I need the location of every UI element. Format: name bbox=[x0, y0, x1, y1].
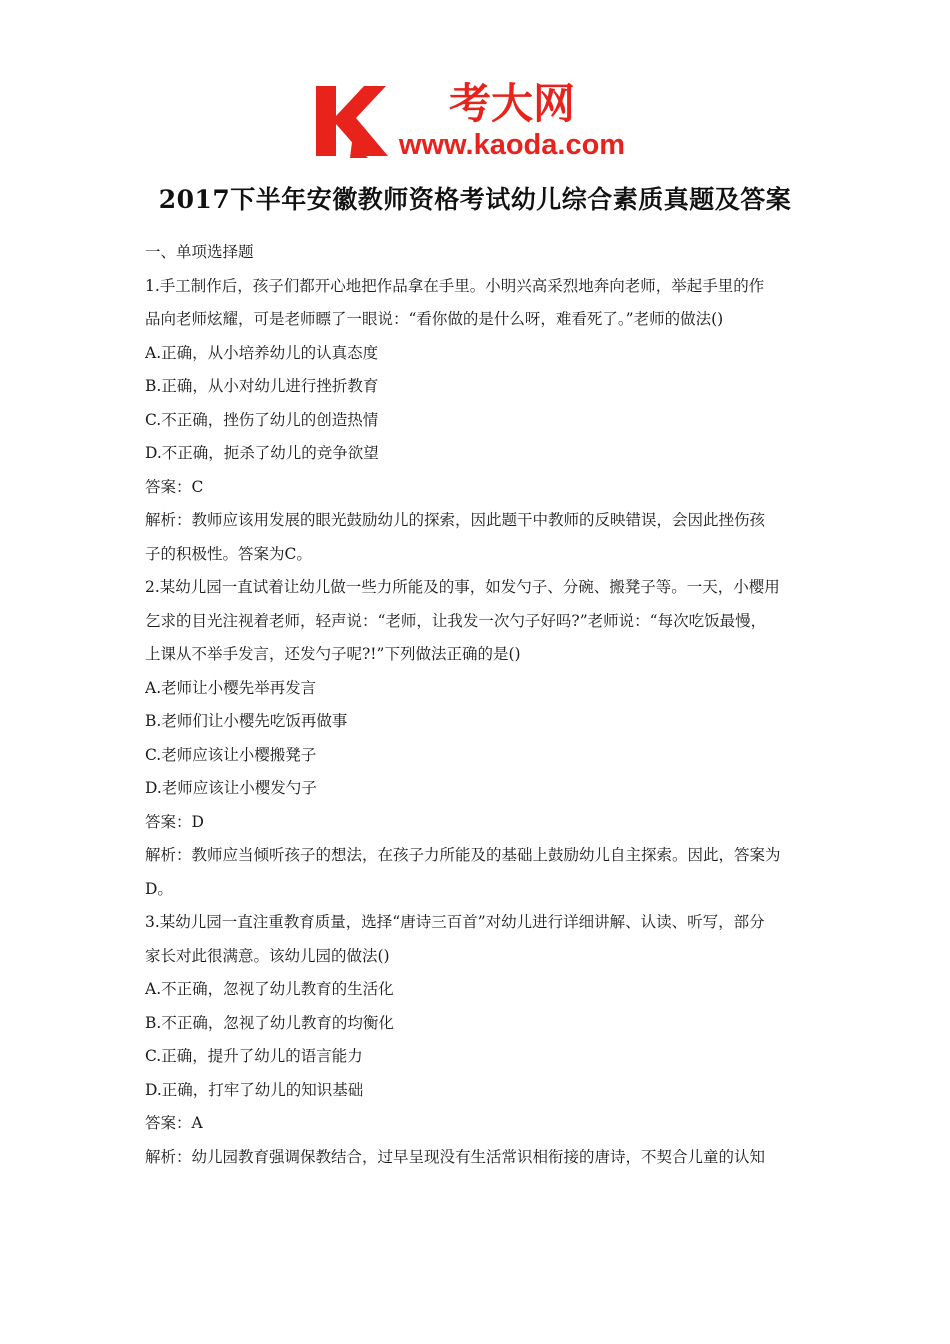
text-line: 上课从不举手发言，还发勺子呢?!”下列做法正确的是() bbox=[145, 645, 521, 663]
document-body bbox=[145, 236, 810, 1174]
text-line: A.正确，从小培养幼儿的认真态度 bbox=[145, 343, 379, 362]
text-line: 3.某幼儿园一直注重教育质量，选择“唐诗三百首”对幼儿进行详细讲解、认读、听写，部分 bbox=[145, 913, 765, 931]
logo-cn-text: 考大网 bbox=[448, 80, 576, 127]
site-logo[interactable] bbox=[312, 78, 642, 162]
text-line: 子的积极性。答案为C。 bbox=[145, 544, 312, 563]
text-line: B.不正确，忽视了幼儿教育的均衡化 bbox=[145, 1013, 394, 1032]
text-line: 答案：A bbox=[145, 1114, 203, 1132]
question-lines bbox=[145, 270, 810, 1175]
text-line: 答案：C bbox=[145, 477, 204, 496]
text-line: A.不正确，忽视了幼儿教育的生活化 bbox=[145, 980, 394, 998]
text-line: 解析：教师应该用发展的眼光鼓励幼儿的探索，因此题干中教师的反映错误，会因此挫伤孩 bbox=[145, 511, 766, 529]
text-line: C.老师应该让小樱搬凳子 bbox=[145, 745, 317, 764]
page-title: 2017下半年安徽教师资格考试幼儿综合素质真题及答案 bbox=[158, 185, 792, 214]
k-logo-icon bbox=[312, 78, 642, 162]
text-line: D.老师应该让小樱发勺子 bbox=[145, 779, 317, 797]
logo-url-text: www.kaoda.com bbox=[398, 129, 626, 161]
text-line: D。 bbox=[145, 879, 173, 898]
text-line: A.老师让小樱先举再发言 bbox=[145, 678, 317, 697]
section-heading: 一、单项选择题 bbox=[145, 243, 254, 261]
text-line: 品向老师炫耀，可是老师瞟了一眼说：“看你做的是什么呀，难看死了。”老师的做法() bbox=[145, 310, 724, 328]
text-line: D.正确，打牢了幼儿的知识基础 bbox=[145, 1080, 364, 1099]
text-line: 乞求的目光注视着老师，轻声说：“老师，让我发一次勺子好吗?”老师说：“每次吃饭最慢， bbox=[145, 611, 767, 630]
text-line: 1.手工制作后，孩子们都开心地把作品拿在手里。小明兴高采烈地奔向老师，举起手里的作 bbox=[145, 276, 765, 295]
text-line: B.老师们让小樱先吃饭再做事 bbox=[145, 712, 348, 730]
text-line: C.正确，提升了幼儿的语言能力 bbox=[145, 1047, 363, 1065]
text-line: 2.某幼儿园一直试着让幼儿做一些力所能及的事，如发勺子、分碗、搬凳子等。一天，小樱用 bbox=[145, 578, 780, 596]
text-line: D.不正确，扼杀了幼儿的竞争欲望 bbox=[145, 444, 379, 462]
text-line: B.正确，从小对幼儿进行挫折教育 bbox=[145, 377, 379, 395]
text-line: 答案：D bbox=[145, 812, 204, 831]
text-line: 解析：教师应当倾听孩子的想法，在孩子力所能及的基础上鼓励幼儿自主探索。因此，答案为 bbox=[145, 846, 781, 864]
text-line: C.不正确，挫伤了幼儿的创造热情 bbox=[145, 410, 379, 429]
text-line: 家长对此很满意。该幼儿园的做法() bbox=[145, 946, 390, 965]
text-line: 解析：幼儿园教育强调保教结合，过早呈现没有生活常识相衔接的唐诗，不契合儿童的认知 bbox=[145, 1147, 766, 1166]
